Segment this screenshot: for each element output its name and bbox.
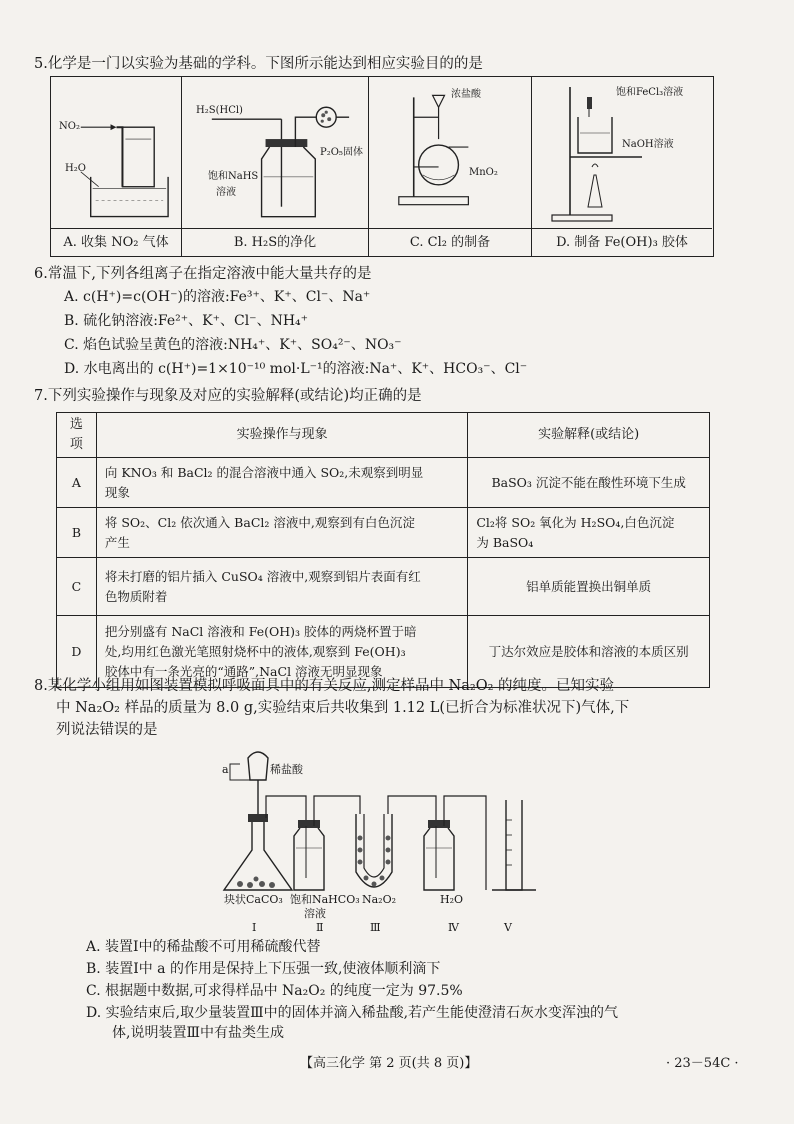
q7-row-b-op-line1: 将 SO₂、Cl₂ 依次通入 BaCl₂ 溶液中,观察到有白色沉淀 — [104, 514, 415, 530]
label-nahs: 饱和NaHS — [208, 171, 259, 182]
label-roman-3: Ⅲ — [370, 921, 381, 934]
label-roman-5: Ⅴ — [504, 921, 512, 934]
label-caco3: 块状CaCO₃ — [224, 893, 283, 906]
label-fecl3: 饱和FeCl₃溶液 — [616, 87, 684, 98]
label-mno2: MnO₂ — [469, 167, 498, 178]
q6-option-b: B. 硫化钠溶液:Fe²⁺、K⁺、Cl⁻、NH₄⁺ — [64, 313, 309, 329]
q7-header-operation: 实验操作与现象 — [96, 413, 467, 458]
label-nahco3-solution: 溶液 — [304, 907, 326, 920]
label-nahco3: 饱和NaHCO₃ — [290, 893, 360, 906]
q5-stem: 5.化学是一门以实验为基础的学科。下图所示能达到相应实验目的的是 — [34, 56, 483, 72]
label-conc-hcl: 浓盐酸 — [451, 89, 481, 100]
q7-stem: 7.下列实验操作与现象及对应的实验解释(或结论)均正确的是 — [34, 388, 422, 404]
q8-option-c: C. 根据题中数据,可求得样品中 Na₂O₂ 的纯度一定为 97.5% — [86, 983, 463, 999]
caption-c: C. Cl₂ 的制备 — [369, 228, 531, 256]
label-na2o2: Na₂O₂ — [362, 893, 397, 906]
q7-row-a-op-line1: 向 KNO₃ 和 BaCl₂ 的混合溶液中通入 SO₂,未观察到明显 — [104, 464, 424, 480]
label-solution-b: 溶液 — [216, 187, 236, 198]
q8-stem-line2: 中 Na₂O₂ 样品的质量为 8.0 g,实验结束后共收集到 1.12 L(已折合为标准状况下)气体,下 — [56, 700, 630, 716]
label-dilute-hcl: 稀盐酸 — [270, 763, 303, 776]
q7-row-option: C — [57, 558, 97, 616]
q5-panel-c — [369, 77, 532, 256]
q7-row-a-exp-line1: BaSO₃ 沉淀不能在酸性环境下生成 — [491, 474, 686, 490]
q8-option-b: B. 装置Ⅰ中 a 的作用是保持上下压强一致,使液体顺利滴下 — [86, 961, 441, 977]
q7-header-row — [57, 413, 710, 458]
q7-row-b-op-line2: 产生 — [104, 534, 130, 550]
fe-oh3-colloid-diagram — [532, 77, 712, 229]
q7-row-option: B — [57, 508, 97, 558]
q7-row-d-op-line1: 把分别盛有 NaCl 溶液和 Fe(OH)₃ 胶体的两烧杯置于暗 — [104, 623, 417, 639]
q7-row-operation — [96, 558, 467, 616]
q7-row-explanation — [468, 458, 710, 508]
q7-row-explanation — [468, 558, 710, 616]
q7-row-option: A — [57, 458, 97, 508]
q8-option-a: A. 装置Ⅰ中的稀盐酸不可用稀硫酸代替 — [86, 939, 321, 955]
label-h2s-hcl: H₂S(HCl) — [196, 105, 243, 116]
q7-row-d-op-line3: 胶体中有一条光亮的“通路”,NaCl 溶液无明显现象 — [104, 663, 383, 679]
q7-row-c-op-line1: 将未打磨的铝片插入 CuSO₄ 溶液中,观察到铝片表面有红 — [104, 568, 421, 584]
label-a: a — [222, 763, 229, 776]
page-footer: 【高三化学 第 2 页(共 8 页)】 — [300, 1056, 478, 1071]
q7-row-a-op-line2: 现象 — [104, 484, 130, 500]
q7-row-operation — [96, 458, 467, 508]
q7-row-c-exp-line1: 铝单质能置换出铜单质 — [526, 578, 652, 594]
caption-a: A. 收集 NO₂ 气体 — [51, 228, 181, 256]
q5-panel-d — [532, 77, 712, 256]
label-h2o: H₂O — [65, 163, 86, 174]
q8-option-d-line2: 体,说明装置Ⅲ中有盐类生成 — [112, 1025, 284, 1041]
q7-row-c-op-line2: 色物质附着 — [104, 588, 168, 604]
q7-row-d-exp-line1: 丁达尔效应是胶体和溶液的本质区别 — [488, 643, 689, 659]
q7-row-d-op-line2: 处,均用红色激光笔照射烧杯中的液体,观察到 Fe(OH)₃ — [104, 643, 406, 659]
q8-stem-line3: 列说法错误的是 — [56, 722, 158, 738]
label-roman-2: Ⅱ — [316, 921, 324, 934]
q6-stem: 6.常温下,下列各组离子在指定溶液中能大量共存的是 — [34, 266, 372, 282]
cl2-preparation-diagram — [369, 77, 531, 229]
no2-collection-diagram — [51, 77, 181, 229]
caption-b: B. H₂S的净化 — [182, 228, 368, 256]
q8-stem-line1: 8.某化学小组用如图装置模拟呼吸面具中的有关反应,测定样品中 Na₂O₂ 的纯度。已知实验 — [34, 678, 615, 694]
label-h2o-iv: H₂O — [440, 893, 464, 906]
caption-d: D. 制备 Fe(OH)₃ 胶体 — [532, 228, 712, 256]
q7-row-b-exp-line2: 为 BaSO₄ — [476, 534, 534, 550]
q5-panel-a — [51, 77, 182, 256]
q7-row-explanation — [468, 508, 710, 558]
q6-option-a: A. c(H⁺)=c(OH⁻)的溶液:Fe³⁺、K⁺、Cl⁻、Na⁺ — [64, 289, 371, 305]
label-roman-4: Ⅳ — [448, 921, 459, 934]
label-no2: NO₂ — [59, 121, 80, 132]
q7-row-b — [57, 508, 710, 558]
q7-header-option: 选项 — [57, 413, 97, 458]
label-p2o5: P₂O₅固体 — [320, 147, 363, 158]
q7-table — [56, 412, 710, 688]
paper-code: · 23－54C · — [666, 1056, 739, 1071]
q8-option-d-line1: D. 实验结束后,取少量装置Ⅲ中的固体并滴入稀盐酸,若产生能使澄清石灰水变浑浊的气 — [86, 1005, 619, 1021]
q5-panel-b — [182, 77, 369, 256]
label-roman-1: Ⅰ — [252, 921, 257, 934]
q5-figure-table — [50, 76, 714, 257]
q7-row-a — [57, 458, 710, 508]
q7-header-explanation: 实验解释(或结论) — [468, 413, 710, 458]
q7-row-operation — [96, 508, 467, 558]
q6-option-d: D. 水电离出的 c(H⁺)=1×10⁻¹⁰ mol·L⁻¹的溶液:Na⁺、K⁺、HCO₃⁻、Cl⁻ — [64, 361, 528, 377]
label-naoh: NaOH溶液 — [622, 139, 674, 150]
q7-row-b-exp-line1: Cl₂将 SO₂ 氧化为 H₂SO₄,白色沉淀 — [476, 514, 675, 530]
q7-row-c — [57, 558, 710, 616]
q7-row-option: D — [57, 616, 97, 688]
q6-option-c: C. 焰色试验呈黄色的溶液:NH₄⁺、K⁺、SO₄²⁻、NO₃⁻ — [64, 337, 402, 353]
